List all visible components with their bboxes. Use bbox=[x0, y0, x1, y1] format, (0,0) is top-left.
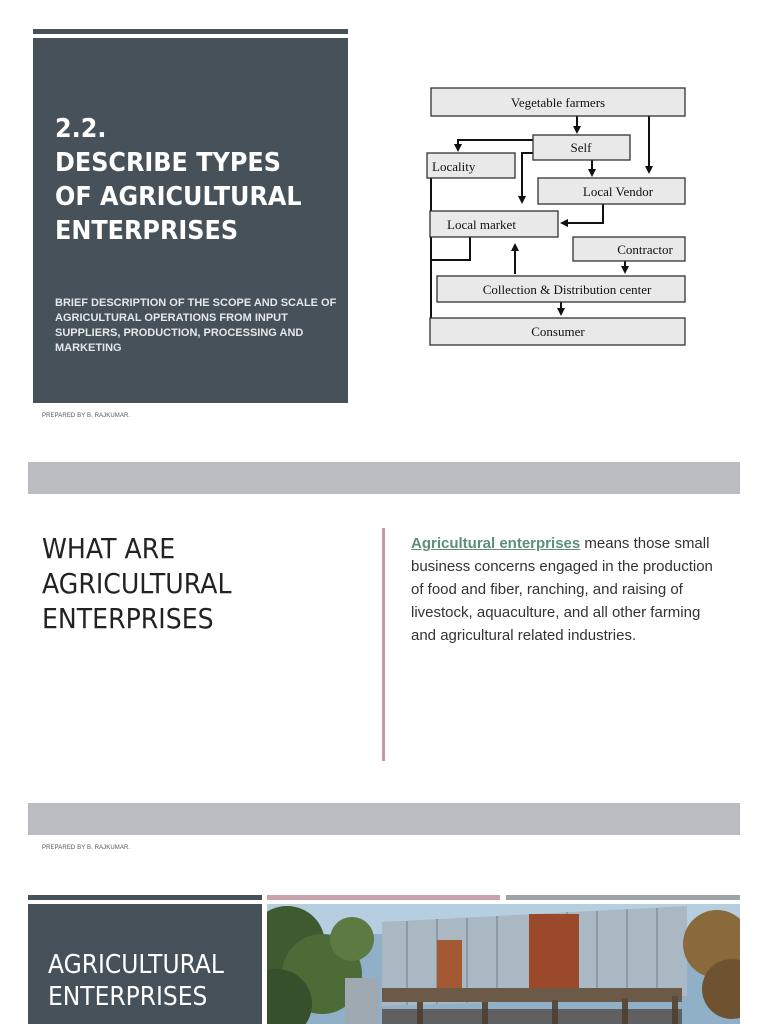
slide2-heading-line: WHAT ARE bbox=[42, 532, 176, 565]
flowchart-label-contractor: Contractor bbox=[617, 242, 673, 257]
flowchart-label-locality: Locality bbox=[432, 159, 476, 174]
flowchart-label-local-market: Local market bbox=[447, 217, 516, 232]
slide1-title-line: ENTERPRISES bbox=[55, 216, 239, 246]
slide3-accent-strip-gray bbox=[506, 895, 740, 900]
slide1-title-line: 2.2. bbox=[55, 114, 107, 144]
connector-self-to-market bbox=[522, 153, 533, 202]
slide3-accent-strip-dark bbox=[28, 895, 262, 900]
slide1-title-line: OF AGRICULTURAL bbox=[55, 182, 302, 212]
connector-vendor-to-market bbox=[562, 204, 603, 223]
connector-self-to-locality bbox=[458, 140, 533, 150]
flowchart-label-vegetable-farmers: Vegetable farmers bbox=[510, 95, 606, 110]
flowchart-label-collection-center: Collection & Distribution center bbox=[482, 282, 652, 297]
slide3-title-line: AGRICULTURAL bbox=[48, 950, 224, 980]
slide2-heading bbox=[42, 531, 330, 636]
slide2-prepared-by: PREPARED BY B. RAJKUMAR. bbox=[42, 845, 131, 851]
agricultural-enterprises-link[interactable]: Agricultural enterprises bbox=[411, 535, 581, 552]
slide1-prepared-by: PREPARED BY B. RAJKUMAR. bbox=[42, 413, 131, 419]
flowchart-label-consumer: Consumer bbox=[531, 324, 585, 339]
slide2-heading-line: AGRICULTURAL bbox=[42, 567, 232, 600]
slide2-definition-text: means those small business concerns engaged in the production of food and fiber, ranching, and raising of livestock, aquaculture, and all other farming and agricultural related industries. bbox=[411, 535, 713, 644]
slide3-title-line: ENTERPRISES bbox=[48, 982, 208, 1012]
slide1-title-line: DESCRIBE TYPES bbox=[55, 148, 281, 178]
farm-shed-photo bbox=[267, 904, 740, 1024]
slide3-accent-strip-pink bbox=[267, 895, 500, 900]
slide3-title bbox=[48, 949, 237, 1013]
supply-chain-flowchart bbox=[425, 82, 695, 354]
slide2-heading-line: ENTERPRISES bbox=[42, 602, 214, 635]
flowchart-label-self: Self bbox=[570, 140, 592, 155]
slide2-bottom-gray-bar bbox=[28, 803, 740, 835]
slide2-top-gray-bar bbox=[28, 462, 740, 494]
slide1-subtitle: BRIEF DESCRIPTION OF THE SCOPE AND SCALE OF AGRICULTURAL OPERATIONS FROM INPUT SUPPLIERS, PRODUCTION, PROCESSING AND MARKETING bbox=[55, 297, 337, 354]
slide2-vertical-divider bbox=[382, 528, 385, 761]
slide1-title bbox=[55, 112, 317, 248]
slide2-definition-paragraph bbox=[411, 532, 721, 647]
slide1-top-accent-bar bbox=[33, 29, 348, 34]
flowchart-label-local-vendor: Local Vendor bbox=[582, 184, 654, 199]
